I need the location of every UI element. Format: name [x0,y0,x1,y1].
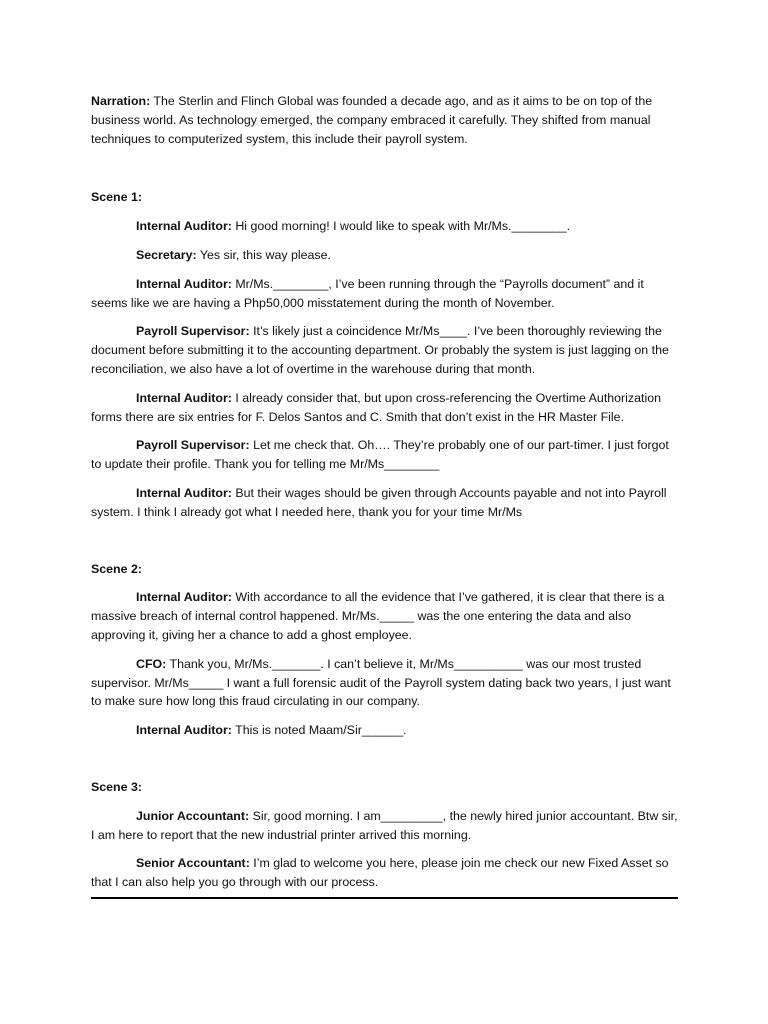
narration-text: The Sterlin and Flinch Global was founded a decade ago, and as it aims to be on top of the business world. As technology emerged, the company embraced it carefully. They shifted from manual techniques to computerized system, this include their payroll system. [91,94,653,146]
speaker-name: Internal Auditor: [136,590,232,605]
dialogue-text: Mr/Ms.________, I’ve been running through the “Payrolls document” and it seems like we are having a Php50,000 misstatement during the month of November. [91,276,644,310]
narration-paragraph [91,92,681,148]
dialogue-line [91,436,681,474]
speaker-name: Senior Accountant: [136,856,250,871]
dialogue-text: With accordance to all the evidence that I’ve gathered, it is clear that there is a massive breach of internal control happened. Mr/Ms._____ was the one entering the data and also approving it, giving her a chance to add a ghost employee. [91,590,665,642]
dialogue-line [91,588,681,644]
scene-spacer [91,750,681,778]
dialogue-line [91,275,681,313]
dialogue-line [91,484,681,522]
dialogue-text: It’s likely just a coincidence Mr/Ms____. I’ve been thoroughly reviewing the document before submitting it to the accounting department. Or probably the system is just lagging on the reconciliation, we also have a lot of overtime in the warehouse during that month. [91,324,669,376]
speaker-name: Internal Auditor: [136,219,232,234]
dialogue-text: This is noted Maam/Sir______. [231,723,407,738]
dialogue-text: Hi good morning! I would like to speak with Mr/Ms.________. [231,219,571,234]
speaker-name: Junior Accountant: [136,808,250,823]
speaker-name: Secretary: [136,247,197,262]
dialogue-text: I’m glad to welcome you here, please join me check our new Fixed Asset so that I can also help you go through with our process. [91,856,669,890]
scene-heading: Scene 3: [91,779,142,794]
dialogue-line [91,217,681,236]
scene-heading: Scene 2: [91,561,142,576]
document-page [91,92,681,902]
dialogue-text: But their wages should be given through Accounts payable and not into Payroll system. I think I already got what I needed here, thank you for your time Mr/Ms [91,485,667,519]
dialogue-line [91,807,681,845]
dialogue-line [91,854,681,892]
dialogue-line [91,721,681,740]
dialogue-text: Sir, good morning. I am_________, the newly hired junior accountant. Btw sir, I am here to report that the new industrial printer arrived this morning. [91,808,678,842]
speaker-name: Payroll Supervisor: [136,438,250,453]
speaker-name: Internal Auditor: [136,276,232,291]
narration-label: Narration: [91,94,151,108]
dialogue-line [91,389,681,427]
speaker-name: Internal Auditor: [136,485,232,500]
dialogue-line [91,322,681,378]
scene-spacer [91,532,681,560]
speaker-name: Internal Auditor: [136,390,232,405]
dialogue-text: Thank you, Mr/Ms._______. I can’t believe it, Mr/Ms__________ was our most trusted supervisor. Mr/Ms_____ I want a full forensic audit of the Payroll system dating back two years, I just want to make sure how long this fraud circulating in our company. [91,656,671,709]
speaker-name: Internal Auditor: [136,723,232,738]
dialogue-text: I already consider that, but upon cross-referencing the Overtime Authorization forms there are six entries for F. Delos Santos and C. Smith that don’t exist in the HR Master File. [91,390,661,424]
dialogue-line [91,655,681,711]
scene-heading: Scene 1: [91,190,142,205]
speaker-name: CFO: [136,656,167,671]
dialogue-line [91,246,681,265]
speaker-name: Payroll Supervisor: [136,324,250,339]
dialogue-text: Let me check that. Oh…. They’re probably one of our part-timer. I just forgot to update their profile. Thank you for telling me Mr/Ms________ [91,438,669,472]
bottom-divider [91,897,678,899]
dialogue-text: Yes sir, this way please. [196,247,331,262]
